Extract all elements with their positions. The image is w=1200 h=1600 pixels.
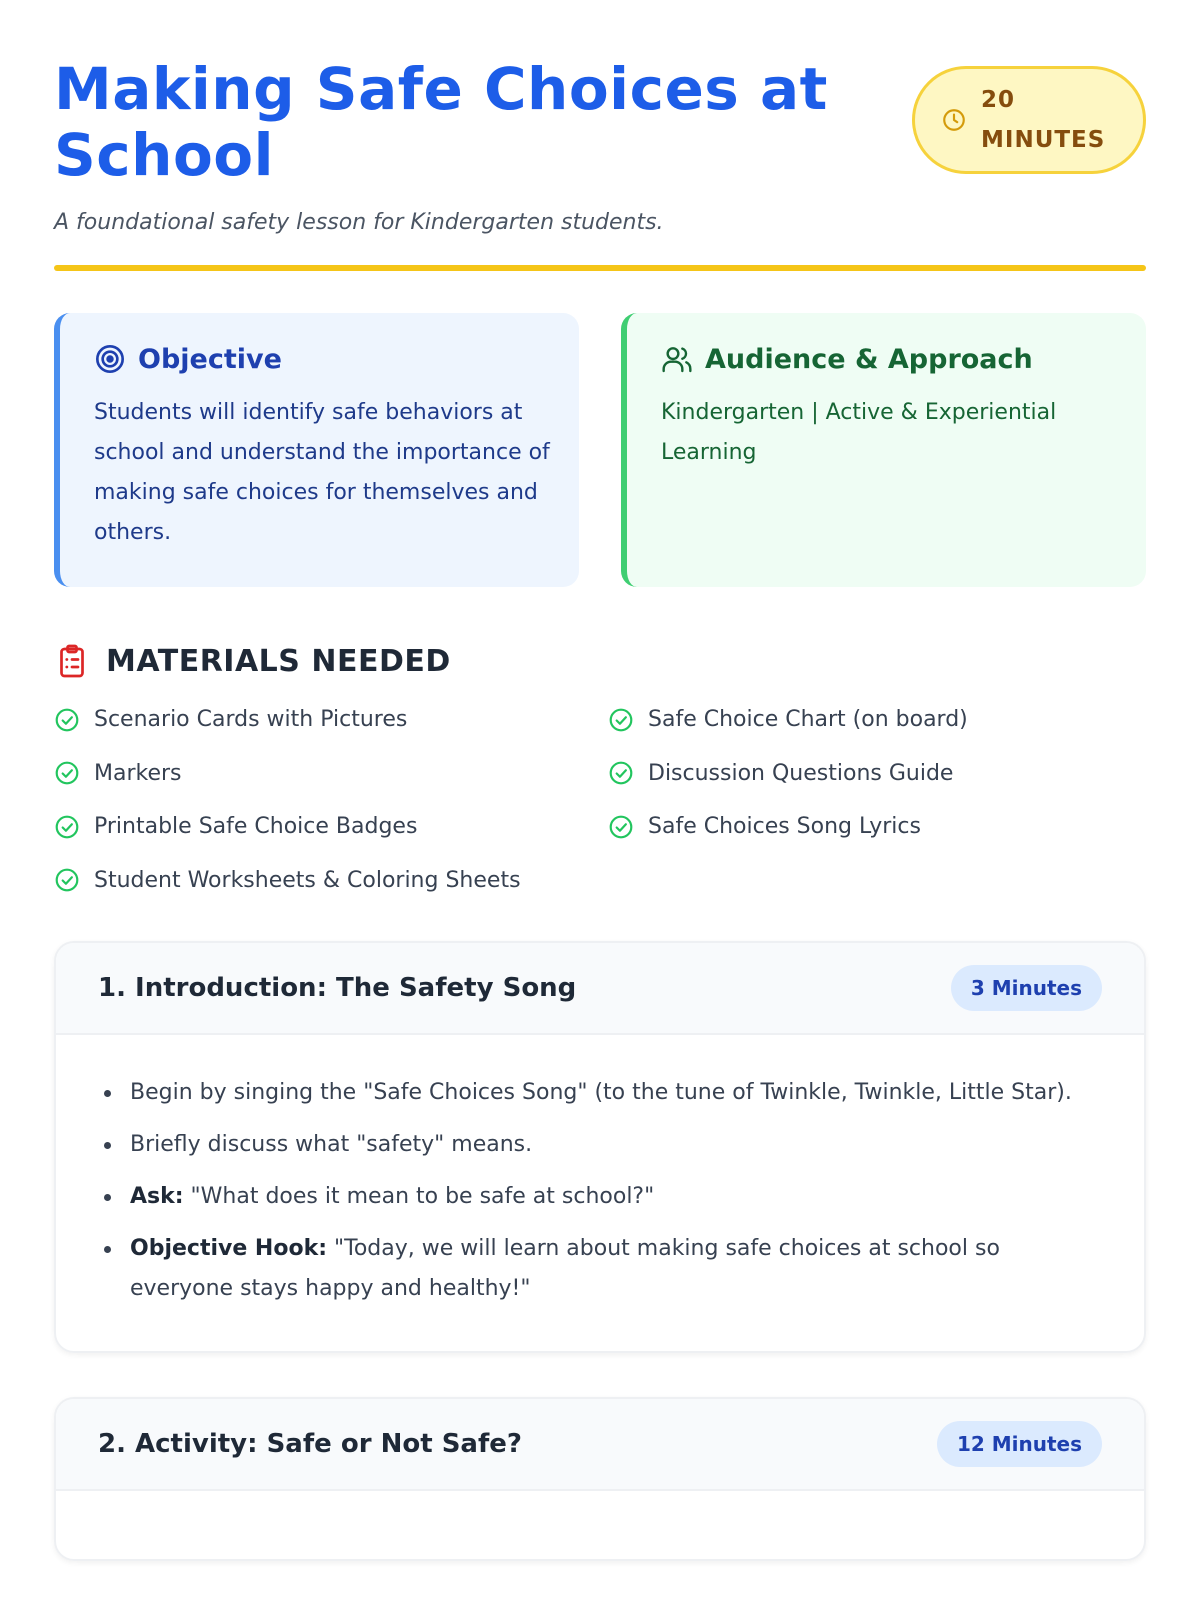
materials-header: [54, 643, 1146, 679]
lesson-header: [54, 0, 1146, 271]
check-circle-icon: [54, 867, 80, 893]
objective-card: [54, 313, 579, 587]
duration-value: 20: [981, 87, 1016, 113]
duration-unit: MINUTES: [981, 127, 1106, 153]
bullet-text: "Today, we will learn about making safe choices at school so everyone stays happy and healthy!": [130, 1236, 1000, 1301]
step-bullet: [98, 1125, 1102, 1165]
material-label: Discussion Questions Guide: [648, 760, 954, 786]
material-label: Markers: [94, 760, 182, 786]
material-item: [608, 747, 1146, 801]
material-item: [54, 693, 608, 747]
material-item: [54, 800, 608, 854]
target-icon: [94, 343, 126, 375]
materials-list: [54, 693, 1146, 907]
check-circle-icon: [54, 760, 80, 786]
audience-text: Kindergarten | Active & Experiential Learning: [661, 400, 1057, 465]
check-circle-icon: [608, 760, 634, 786]
check-circle-icon: [608, 814, 634, 840]
materials-title: MATERIALS NEEDED: [106, 643, 451, 679]
step-bullet: [98, 1177, 1102, 1217]
step-bullet: [98, 1073, 1102, 1113]
step-body: [56, 1491, 1144, 1559]
step-card-introduction: [54, 941, 1146, 1353]
duration-badge: [912, 66, 1146, 174]
material-label: Printable Safe Choice Badges: [94, 814, 418, 840]
audience-title: Audience & Approach: [705, 343, 1033, 375]
materials-section: [54, 643, 1146, 907]
duration-text: [981, 80, 1111, 160]
step-duration-badge: 3 Minutes: [951, 965, 1102, 1011]
step-duration-badge: 12 Minutes: [937, 1421, 1102, 1467]
bullet-text: Begin by singing the "Safe Choices Song" (to the tune of Twinkle, Twinkle, Little Star).: [130, 1080, 1072, 1105]
material-item: [54, 747, 608, 801]
page-subtitle: A foundational safety lesson for Kindergarten students.: [54, 210, 664, 235]
objective-text: Students will identify safe behaviors at school and understand the importance of making safe choices for themselves and others.: [94, 400, 550, 545]
step-header: [56, 943, 1144, 1035]
clock-icon: [941, 107, 967, 133]
bullet-label: Ask:: [130, 1184, 184, 1209]
users-icon: [661, 343, 693, 375]
audience-card-header: [661, 343, 1118, 375]
step-card-activity: [54, 1397, 1146, 1561]
step-title: 1. Introduction: The Safety Song: [98, 973, 577, 1003]
check-circle-icon: [608, 707, 634, 733]
material-label: Safe Choices Song Lyrics: [648, 814, 921, 840]
step-bullet-list: [98, 1073, 1102, 1309]
bullet-text: "What does it mean to be safe at school?": [183, 1184, 655, 1209]
objective-title: Objective: [138, 343, 282, 375]
objective-card-header: [94, 343, 551, 375]
material-item: [54, 854, 608, 908]
bullet-label: Objective Hook:: [130, 1236, 328, 1261]
material-label: Student Worksheets & Coloring Sheets: [94, 867, 521, 893]
material-item: [608, 693, 1146, 747]
bullet-text: Briefly discuss what "safety" means.: [130, 1132, 533, 1157]
step-title: 2. Activity: Safe or Not Safe?: [98, 1429, 522, 1459]
step-bullet: [98, 1229, 1102, 1309]
step-body: [56, 1035, 1144, 1351]
page-title: Making Safe Choices at School: [54, 55, 828, 189]
step-header: [56, 1399, 1144, 1491]
header-divider: [54, 265, 1146, 271]
material-item: [608, 800, 1146, 854]
check-circle-icon: [54, 814, 80, 840]
material-label: Safe Choice Chart (on board): [648, 707, 968, 733]
material-label: Scenario Cards with Pictures: [94, 707, 408, 733]
info-cards: [54, 313, 1146, 587]
clipboard-list-icon: [54, 643, 90, 679]
check-circle-icon: [54, 707, 80, 733]
audience-card: [621, 313, 1146, 587]
